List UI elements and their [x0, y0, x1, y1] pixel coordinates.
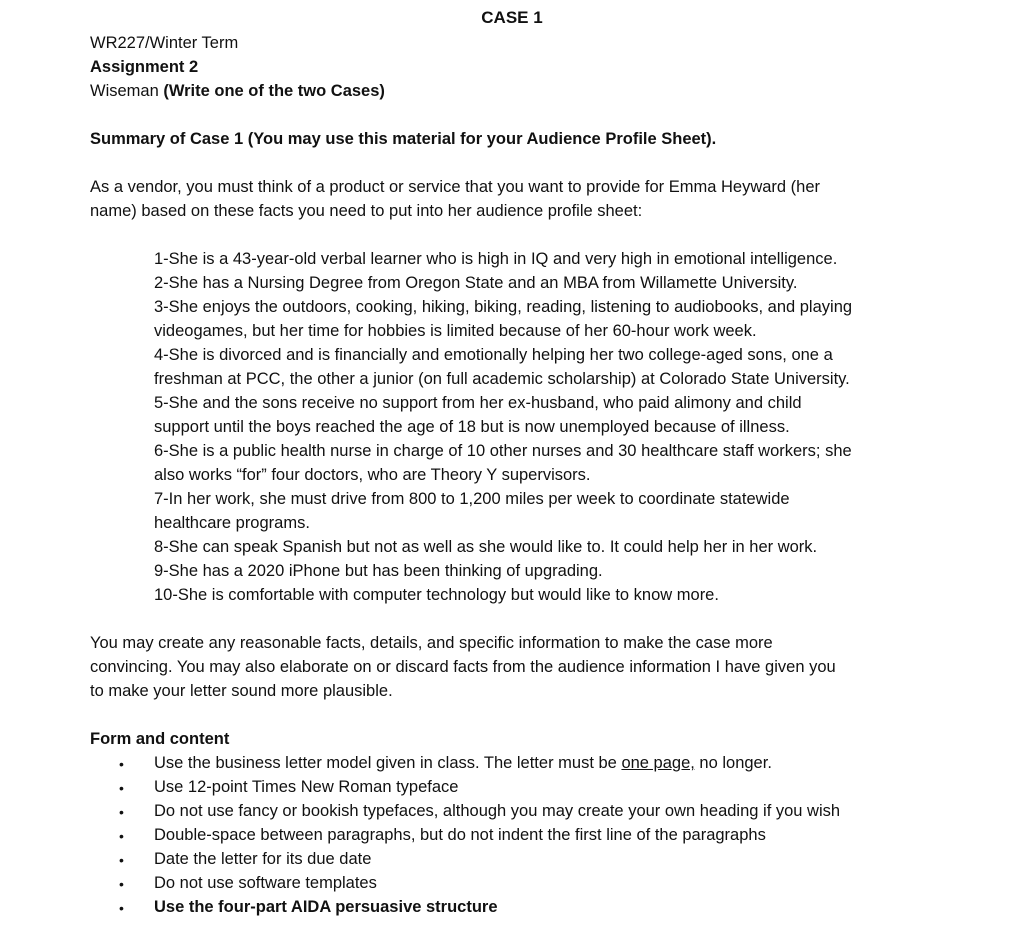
- fact-line: 7-In her work, she must drive from 800 to 1,200 miles per week to coordinate statewide: [154, 490, 790, 508]
- course-line: WR227/Winter Term: [90, 34, 239, 52]
- fact-line: support until the boys reached the age of 18 but is now unemployed because of illness.: [154, 418, 790, 436]
- fact-line: 10-She is comfortable with computer technology but would like to know more.: [154, 586, 719, 604]
- bullet-icon: •: [119, 876, 124, 892]
- fact-line: videogames, but her time for hobbies is limited because of her 60-hour work week.: [154, 322, 757, 340]
- fact-line: 1-She is a 43-year-old verbal learner who is high in IQ and very high in emotional intelligence.: [154, 250, 838, 268]
- fact-line: 6-She is a public health nurse in charge of 10 other nurses and 30 healthcare staff workers; she: [154, 442, 852, 460]
- intro-line-2: name) based on these facts you need to put into her audience profile sheet:: [90, 202, 643, 220]
- fact-line: also works “for” four doctors, who are Theory Y supervisors.: [154, 466, 591, 484]
- closing-line-1: You may create any reasonable facts, details, and specific information to make the case more: [90, 634, 773, 652]
- fact-line: 9-She has a 2020 iPhone but has been thinking of upgrading.: [154, 562, 603, 580]
- bullet-item: [154, 754, 772, 773]
- closing-line-3: to make your letter sound more plausible.: [90, 682, 393, 700]
- bullet-icon: •: [119, 900, 124, 916]
- bullet-icon: •: [119, 756, 124, 772]
- underlined-one-page: one page,: [621, 754, 695, 772]
- closing-line-2: convincing. You may also elaborate on or discard facts from the audience information I have given you: [90, 658, 836, 676]
- bullet-item: Use the four-part AIDA persuasive structure: [154, 898, 498, 916]
- bullet-text: Use the business letter model given in class. The letter must be: [154, 754, 622, 772]
- bullet-item: Date the letter for its due date: [154, 850, 372, 868]
- assignment-line: Assignment 2: [90, 58, 199, 76]
- fact-line: 3-She enjoys the outdoors, cooking, hiking, biking, reading, listening to audiobooks, and playing: [154, 298, 853, 316]
- fact-line: freshman at PCC, the other a junior (on full academic scholarship) at Colorado State University.: [154, 370, 850, 388]
- bullet-item: Do not use software templates: [154, 874, 377, 892]
- fact-line: healthcare programs.: [154, 514, 310, 532]
- bullet-icon: •: [119, 852, 124, 868]
- intro-line-1: As a vendor, you must think of a product or service that you want to provide for Emma Heyward (her: [90, 178, 821, 196]
- summary-heading: Summary of Case 1 (You may use this material for your Audience Profile Sheet).: [90, 130, 717, 148]
- fact-line: 8-She can speak Spanish but not as well as she would like to. It could help her in her work.: [154, 538, 818, 556]
- instructor-name: Wiseman: [90, 82, 159, 100]
- fact-line: 5-She and the sons receive no support from her ex-husband, who paid alimony and child: [154, 394, 802, 412]
- instructor-note: (Write one of the two Cases): [163, 82, 385, 100]
- case-title: CASE 1: [481, 8, 543, 27]
- bullet-item: Double-space between paragraphs, but do not indent the first line of the paragraphs: [154, 826, 766, 844]
- fact-line: 2-She has a Nursing Degree from Oregon State and an MBA from Willamette University.: [154, 274, 798, 292]
- bullet-item: Use 12-point Times New Roman typeface: [154, 778, 459, 796]
- bullet-icon: •: [119, 804, 124, 820]
- bullet-icon: •: [119, 828, 124, 844]
- bullet-text: no longer.: [694, 754, 772, 772]
- form-heading: Form and content: [90, 730, 230, 748]
- fact-line: 4-She is divorced and is financially and emotionally helping her two college-aged sons, one a: [154, 346, 833, 364]
- bullet-icon: •: [119, 780, 124, 796]
- bullet-item: Do not use fancy or bookish typefaces, although you may create your own heading if you wish: [154, 802, 841, 820]
- instructor-line: [90, 82, 385, 101]
